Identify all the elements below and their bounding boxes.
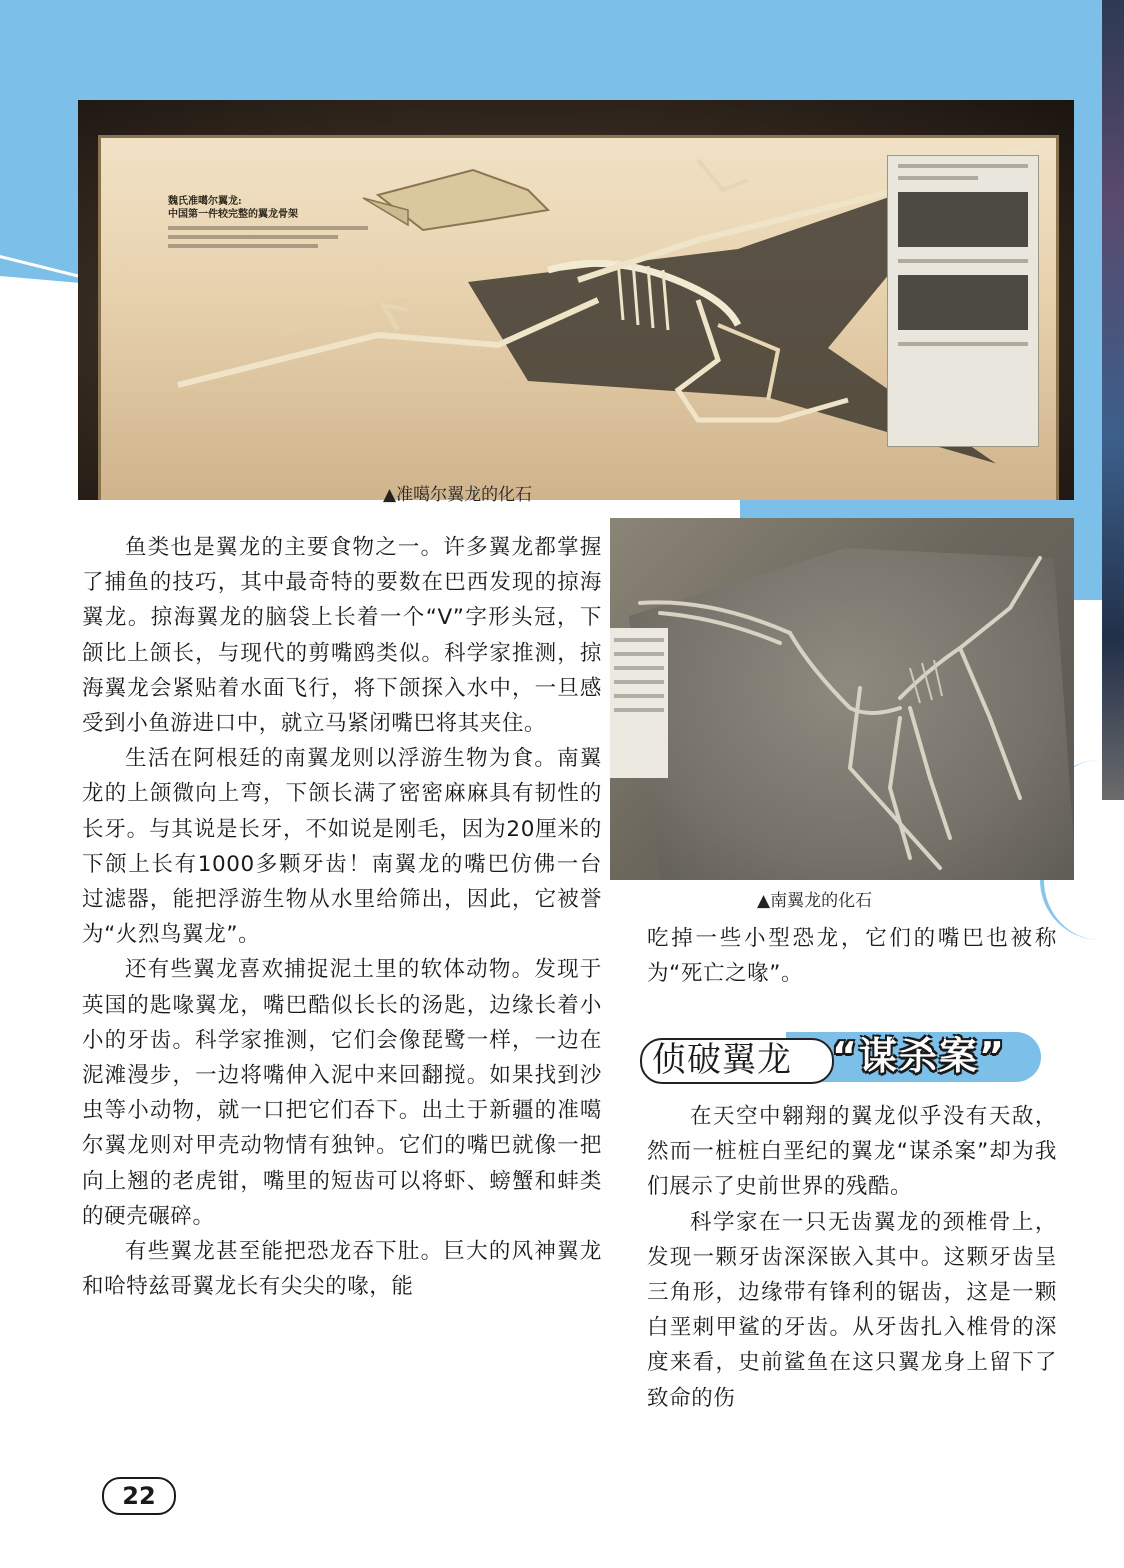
museum-label-title: 魏氏准噶尔翼龙: [168, 196, 242, 207]
paragraph: 还有些翼龙喜欢捕捉泥土里的软体动物。发现于英国的匙喙翼龙，嘴巴酷似长长的汤匙，边缘长着小小的牙齿。科学家推测，它们会像琵鹭一样，一边在泥滩漫步，一边将嘴伸入泥中来回翻搅。如果找到沙虫等小动物，就一口把它们吞下。出土于新疆的准噶尔翼龙则对甲壳动物情有独钟。它们的嘴巴就像一把向上翘的老虎钳，嘴里的短齿可以将虾、螃蟹和蚌类的硬壳碾碎。 [82, 957, 602, 1229]
section-title-part1: 侦破翼龙 [652, 1040, 792, 1080]
dzungaripterus-fossil-photo [78, 100, 1074, 500]
right-text-column [647, 1099, 1057, 1416]
paragraph: 科学家在一只无齿翼龙的颈椎骨上，发现一颗牙齿深深嵌入其中。这颗牙齿呈三角形，边缘带有锋利的锯齿，这是一颗白垩刺甲鲨的牙齿。从牙齿扎入椎骨的深度来看，史前鲨鱼在这只翼龙身上留下了致命的伤 [647, 1209, 1057, 1411]
fossil-skeleton-illustration [610, 518, 1074, 880]
museum-label-card [168, 195, 418, 285]
edge-photo-strip [1102, 0, 1124, 800]
section-title-part2: “谋杀案” [832, 1034, 1006, 1078]
paragraph: 吃掉一些小型恐龙，它们的嘴巴也被称为“死亡之喙”。 [647, 926, 1057, 987]
page-number: 22 [102, 1477, 176, 1515]
main-photo-caption: ▲准噶尔翼龙的化石 [383, 485, 533, 505]
pterodaustro-fossil-photo [610, 518, 1074, 880]
fossil-photo-caption: ▲南翼龙的化石 [757, 891, 873, 911]
paragraph: 在天空中翱翔的翼龙似乎没有天敌，然而一桩桩白垩纪的翼龙“谋杀案”却为我们展示了史前世界的残酷。 [647, 1104, 1057, 1200]
museum-label-subtitle: 中国第一件较完整的翼龙骨架 [168, 209, 298, 220]
paragraph: 有些翼龙甚至能把恐龙吞下肚。巨大的风神翼龙和哈特兹哥翼龙长有尖尖的喙，能 [82, 1239, 602, 1300]
section-heading [636, 1028, 1046, 1086]
museum-info-panel [887, 155, 1039, 447]
paragraph: 鱼类也是翼龙的主要食物之一。许多翼龙都掌握了捕鱼的技巧，其中最奇特的要数在巴西发现的掠海翼龙。掠海翼龙的脑袋上长着一个“V”字形头冠，下颌比上颌长，与现代的剪嘴鸥类似。科学家推测，掠海翼龙会紧贴着水面飞行，将下颌探入水中，一旦感受到小鱼游进口中，就立马紧闭嘴巴将其夹住。 [82, 535, 602, 737]
right-text-continuation [647, 921, 1057, 991]
paragraph: 生活在阿根廷的南翼龙则以浮游生物为食。南翼龙的上颌微向上弯，下颌长满了密密麻麻具有韧性的长牙。与其说是长牙，不如说是刚毛，因为20厘米的下颌上长有1000多颗牙齿！南翼龙的嘴巴仿佛一台过滤器，能把浮游生物从水里给筛出，因此，它被誉为“火烈鸟翼龙”。 [82, 746, 602, 948]
left-text-column [82, 530, 602, 1304]
